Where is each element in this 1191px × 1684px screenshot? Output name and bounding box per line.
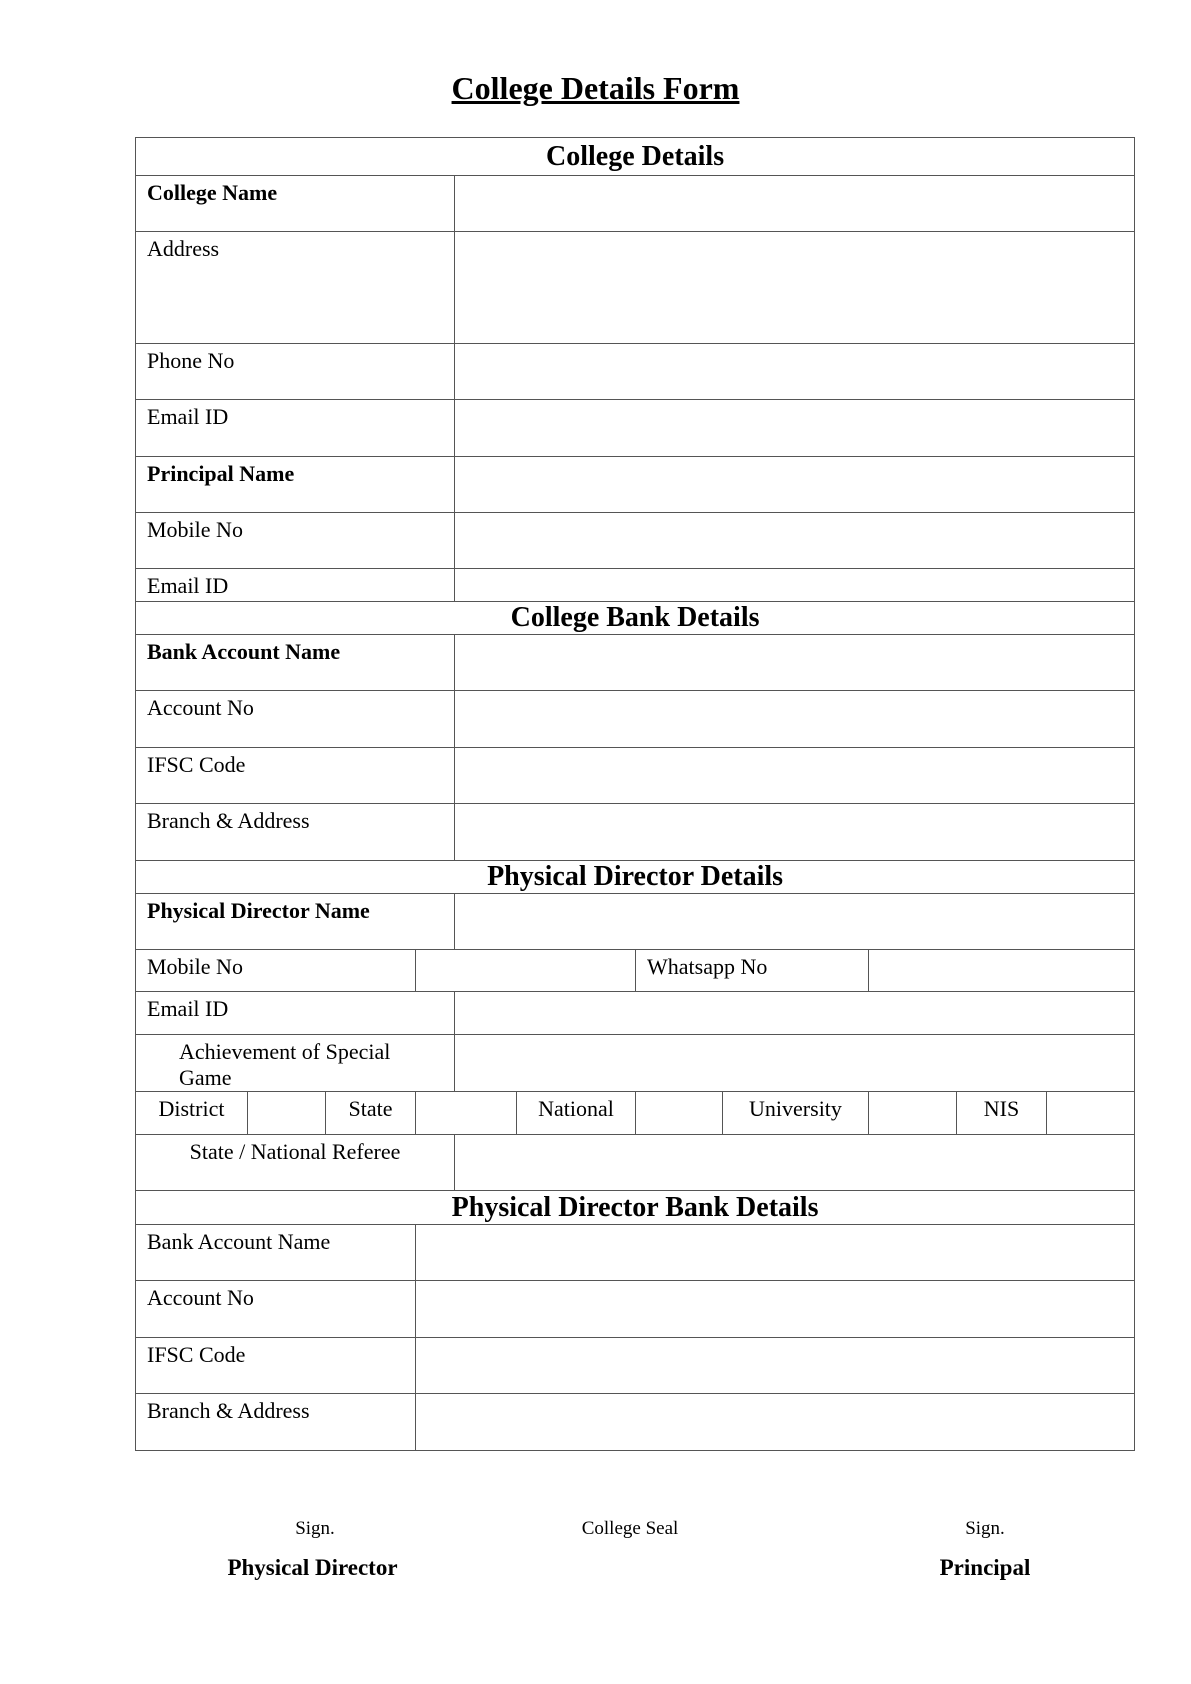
form-title: College Details Form <box>451 70 740 106</box>
national-field[interactable] <box>636 1092 723 1135</box>
account-no-field[interactable] <box>455 691 1135 748</box>
sign-left: Sign. <box>295 1518 335 1539</box>
label-referee: State / National Referee <box>136 1135 455 1191</box>
section-pd-details: Physical Director Details <box>136 861 1135 894</box>
label-pd-email: Email ID <box>136 992 455 1035</box>
principal-title: Principal <box>939 1555 1031 1580</box>
label-college-name: College Name <box>136 176 455 232</box>
label-principal-email: Email ID <box>136 569 455 602</box>
pd-ifsc-field[interactable] <box>416 1338 1135 1394</box>
label-pd-ifsc: IFSC Code <box>136 1338 416 1394</box>
email-field[interactable] <box>455 400 1135 457</box>
section-pd-bank: Physical Director Bank Details <box>136 1191 1135 1225</box>
label-branch: Branch & Address <box>136 804 455 861</box>
label-achievement: Achievement of Special Game <box>136 1035 455 1092</box>
label-phone: Phone No <box>136 344 455 400</box>
label-account-no: Account No <box>136 691 455 748</box>
state-field[interactable] <box>416 1092 517 1135</box>
label-principal-mobile: Mobile No <box>136 513 455 569</box>
label-pd-account-no: Account No <box>136 1281 416 1338</box>
district-field[interactable] <box>248 1092 326 1135</box>
physical-director-title: Physical Director <box>227 1555 398 1580</box>
principal-mobile-field[interactable] <box>455 513 1135 569</box>
label-bank-account-name: Bank Account Name <box>136 635 455 691</box>
label-university: University <box>723 1092 869 1135</box>
section-college-bank: College Bank Details <box>136 602 1135 635</box>
label-pd-name: Physical Director Name <box>136 894 455 950</box>
branch-field[interactable] <box>455 804 1135 861</box>
sign-right: Sign. <box>965 1518 1005 1539</box>
label-address: Address <box>136 232 455 344</box>
pd-account-no-field[interactable] <box>416 1281 1135 1338</box>
pd-mobile-field[interactable] <box>416 950 636 992</box>
section-college-details: College Details <box>136 138 1135 176</box>
principal-email-field[interactable] <box>455 569 1135 602</box>
label-state: State <box>326 1092 416 1135</box>
principal-name-field[interactable] <box>455 457 1135 513</box>
label-pd-branch: Branch & Address <box>136 1394 416 1451</box>
pd-name-field[interactable] <box>455 894 1135 950</box>
label-district: District <box>136 1092 248 1135</box>
phone-field[interactable] <box>455 344 1135 400</box>
college-seal: College Seal <box>581 1518 679 1539</box>
nis-field[interactable] <box>1047 1092 1135 1135</box>
label-pd-bank-account-name: Bank Account Name <box>136 1225 416 1281</box>
label-pd-mobile: Mobile No <box>136 950 416 992</box>
bank-account-name-field[interactable] <box>455 635 1135 691</box>
pd-branch-field[interactable] <box>416 1394 1135 1451</box>
address-field[interactable] <box>455 232 1135 344</box>
label-email: Email ID <box>136 400 455 457</box>
college-name-field[interactable] <box>455 176 1135 232</box>
pd-bank-account-name-field[interactable] <box>416 1225 1135 1281</box>
label-principal-name: Principal Name <box>136 457 455 513</box>
college-details-table <box>135 137 1135 1451</box>
pd-whatsapp-field[interactable] <box>869 950 1135 992</box>
label-pd-whatsapp: Whatsapp No <box>636 950 869 992</box>
label-ifsc: IFSC Code <box>136 748 455 804</box>
ifsc-field[interactable] <box>455 748 1135 804</box>
label-national: National <box>517 1092 636 1135</box>
label-nis: NIS <box>957 1092 1047 1135</box>
referee-field[interactable] <box>455 1135 1135 1191</box>
achievement-field[interactable] <box>455 1035 1135 1092</box>
university-field[interactable] <box>869 1092 957 1135</box>
pd-email-field[interactable] <box>455 992 1135 1035</box>
